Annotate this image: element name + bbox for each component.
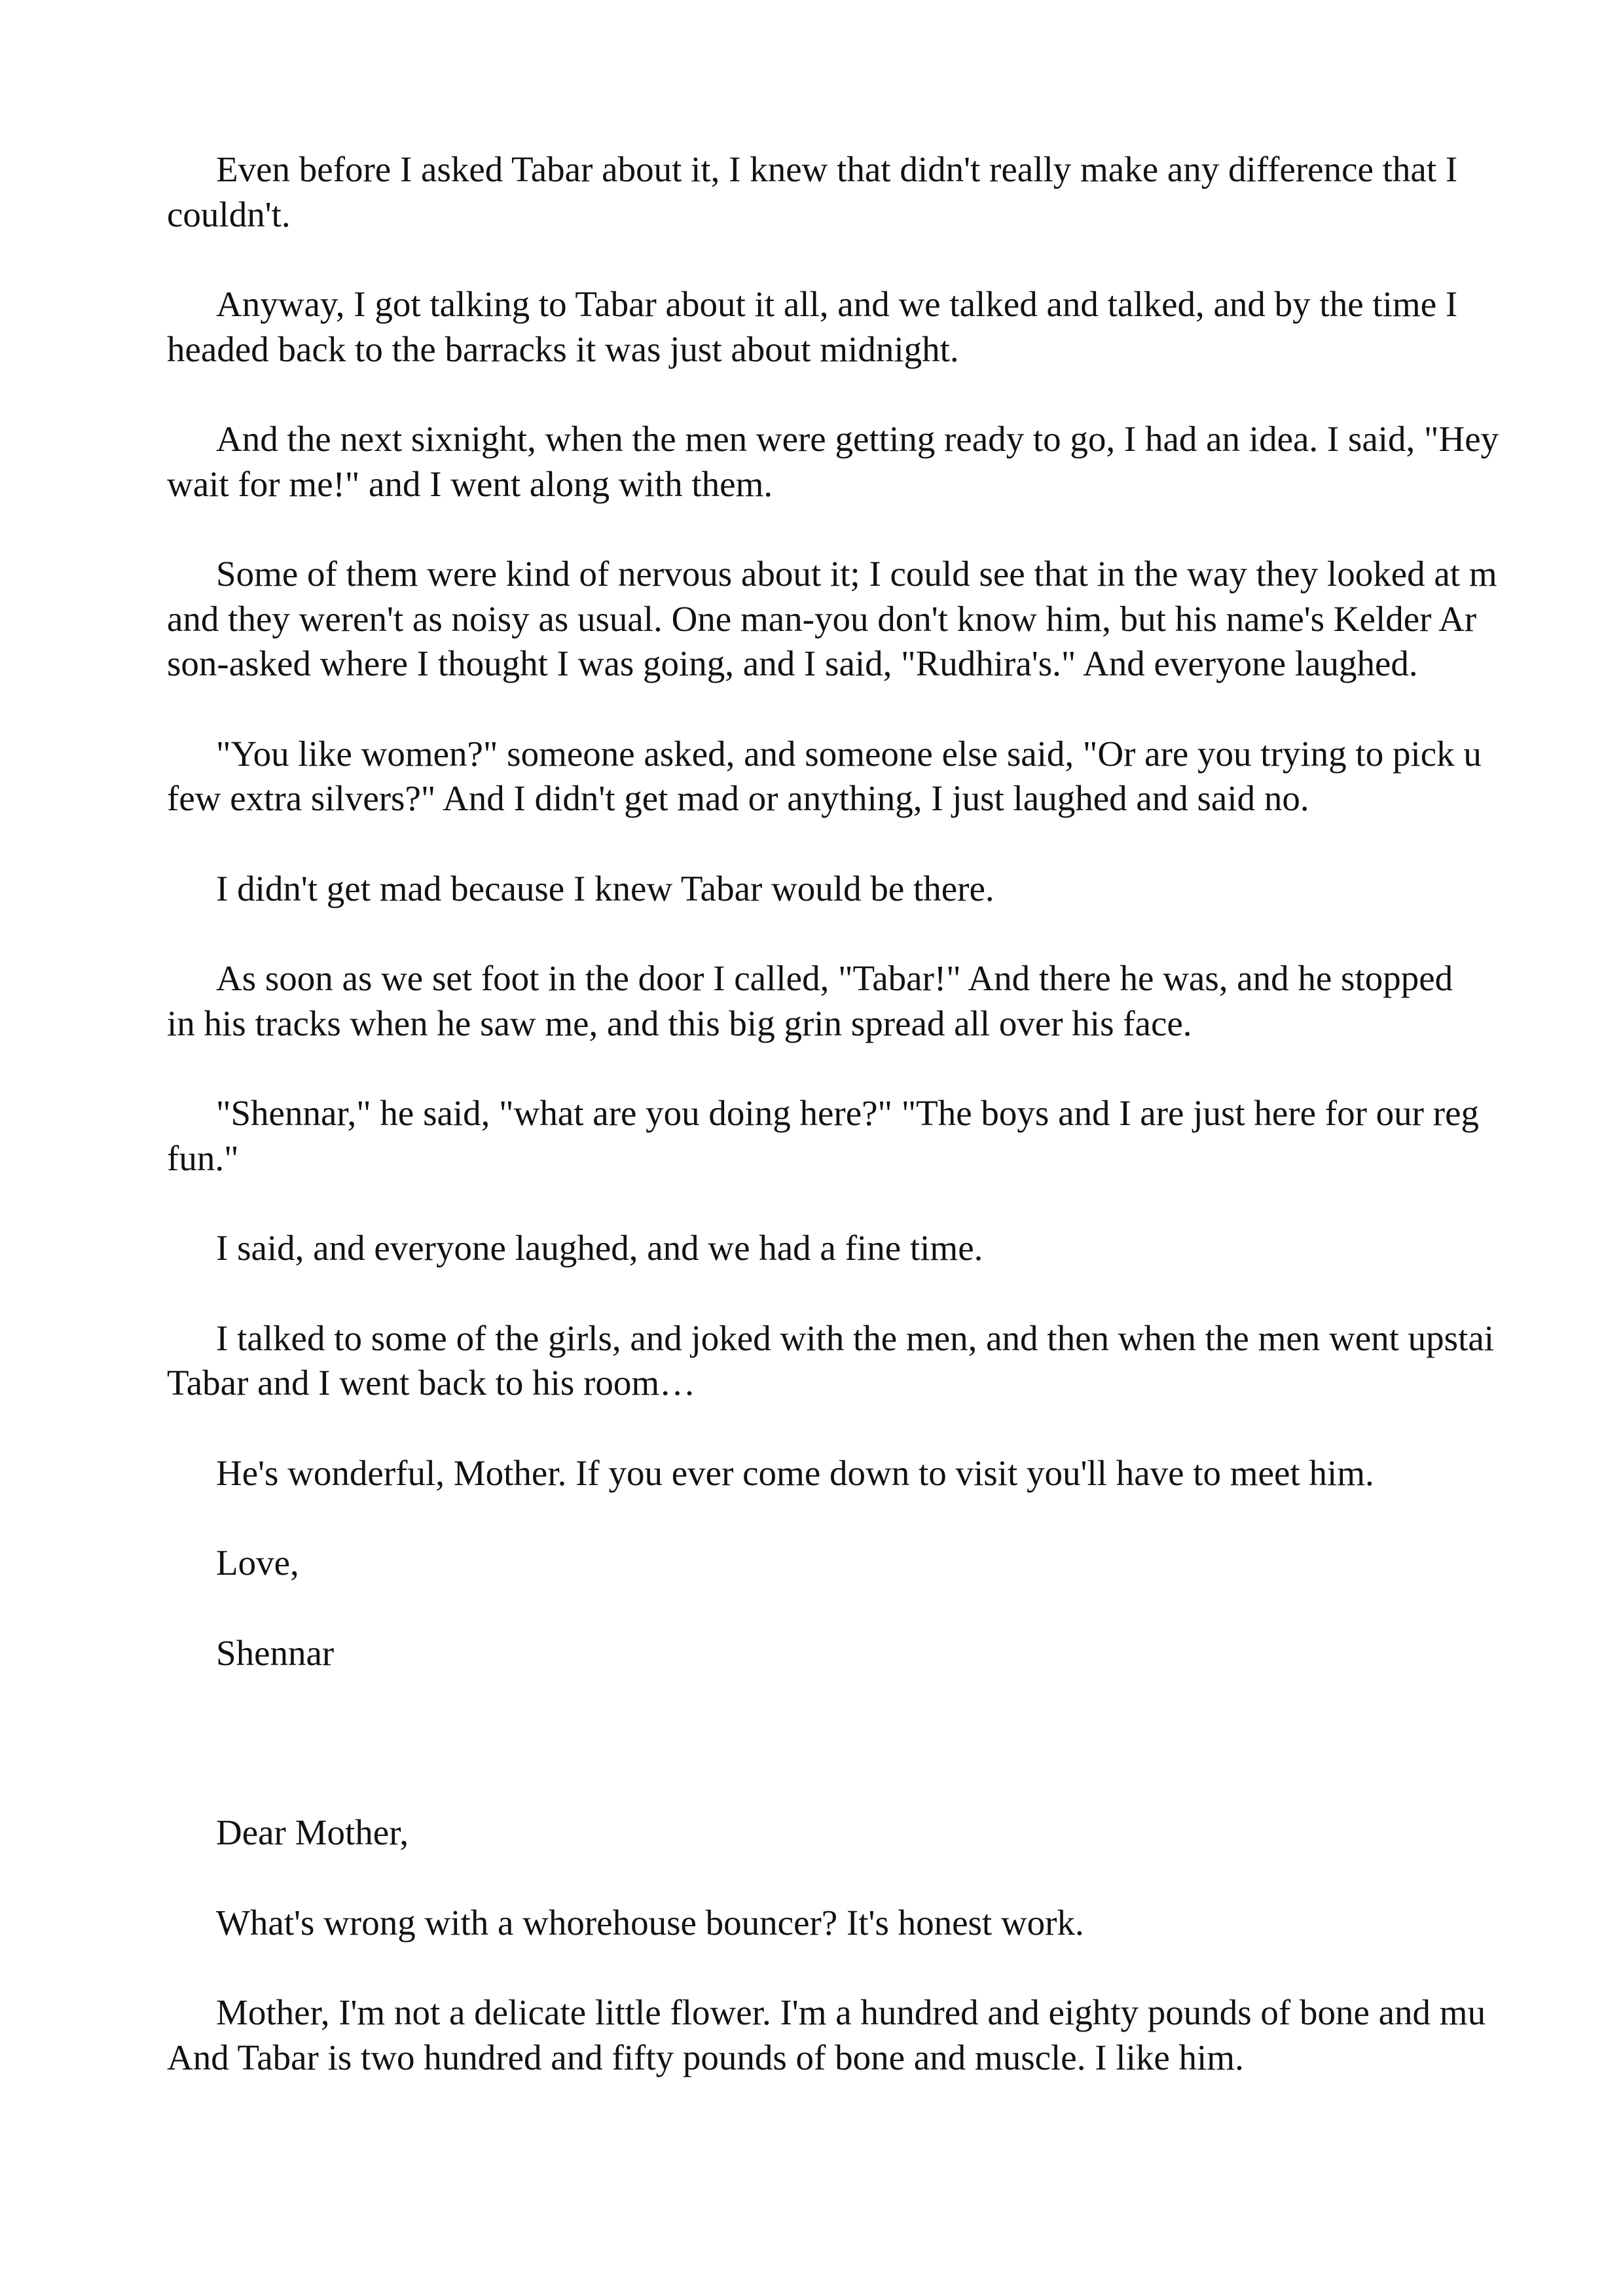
text-line: Even before I asked Tabar about it, I knew that didn't really make any difference that I (216, 149, 1458, 189)
text-line: I talked to some of the girls, and joked with the men, and then when the men went upstai (216, 1318, 1495, 1358)
letter-separator (167, 1721, 1623, 1810)
paragraph (167, 732, 1623, 821)
paragraph (167, 1316, 1623, 1406)
text-line: son-asked where I thought I was going, and I said, "Rudhira's." And everyone laughed. (167, 643, 1418, 683)
paragraph (167, 552, 1623, 687)
text-line: Anyway, I got talking to Tabar about it all, and we talked and talked, and by the time I (216, 284, 1458, 324)
paragraph (167, 1451, 1623, 1496)
text-line: Mother, I'm not a delicate little flower. I'm a hundred and eighty pounds of bone and mu (216, 1992, 1486, 2032)
text-line: He's wonderful, Mother. If you ever come down to visit you'll have to meet him. (216, 1452, 1374, 1493)
text-line: fun." (167, 1138, 239, 1178)
closing-salutation (167, 1541, 1623, 1586)
paragraph (167, 1990, 1623, 2080)
text-line: in his tracks when he saw me, and this big grin spread all over his face. (167, 1003, 1192, 1043)
text-line: "Shennar," he said, "what are you doing here?" "The boys and I are just here for our reg (216, 1093, 1479, 1133)
text-line: headed back to the barracks it was just about midnight. (167, 329, 959, 369)
text-line: Some of them were kind of nervous about it; I could see that in the way they looked at m (216, 554, 1497, 594)
text-line: As soon as we set foot in the door I called, "Tabar!" And there he was, and he stopped (216, 958, 1453, 998)
paragraph (167, 147, 1623, 237)
text-line: wait for me!" and I went along with them. (167, 463, 773, 504)
text-line: What's wrong with a whorehouse bouncer? It's honest work. (216, 1902, 1084, 1943)
letter-body (167, 147, 1623, 2125)
text-line: Shennar (216, 1632, 335, 1673)
paragraph (167, 1091, 1623, 1181)
paragraph (167, 867, 1623, 912)
text-line: "You like women?" someone asked, and someone else said, "Or are you trying to pick u (216, 733, 1482, 774)
text-line: And the next sixnight, when the men were getting ready to go, I had an idea. I said, "Hey (216, 419, 1499, 459)
text-line: Love, (216, 1543, 299, 1583)
text-line: and they weren't as noisy as usual. One man-you don't know him, but his name's Kelder Ar (167, 598, 1477, 639)
text-line: Tabar and I went back to his room… (167, 1363, 696, 1403)
text-line: I said, and everyone laughed, and we had a fine time. (216, 1228, 983, 1268)
paragraph (167, 282, 1623, 372)
text-line: I didn't get mad because I knew Tabar would be there. (216, 868, 994, 908)
text-line: couldn't. (167, 194, 291, 234)
text-line: few extra silvers?" And I didn't get mad or anything, I just laughed and said no. (167, 778, 1309, 818)
paragraph (167, 1901, 1623, 1946)
paragraph (167, 956, 1623, 1046)
signature-name (167, 1631, 1623, 1676)
greeting (167, 1810, 1623, 1856)
text-line: And Tabar is two hundred and fifty pounds of bone and muscle. I like him. (167, 2037, 1244, 2077)
text-line: Dear Mother, (216, 1812, 409, 1852)
paragraph (167, 1226, 1623, 1271)
paragraph (167, 417, 1623, 507)
